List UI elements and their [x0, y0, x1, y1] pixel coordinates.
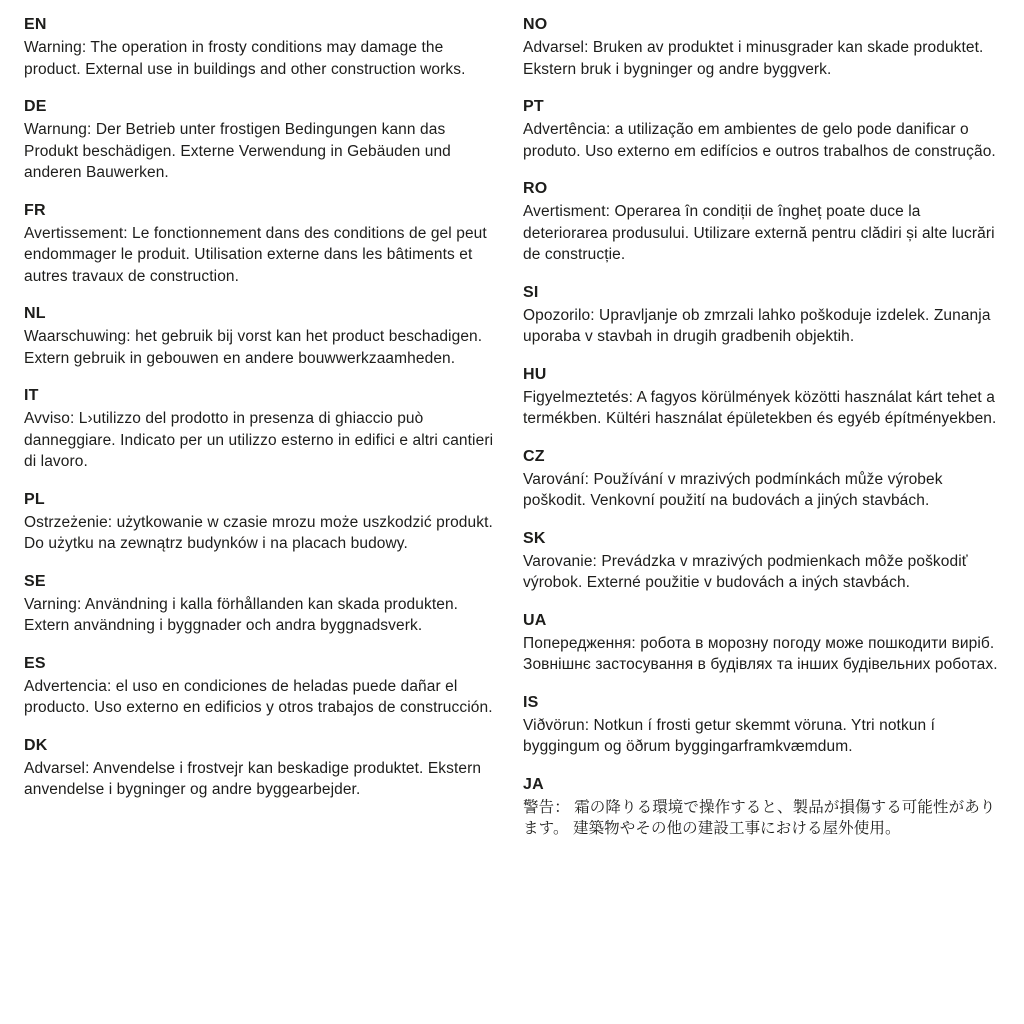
warning-text: Попередження: робота в морозну погоду може пошкодити виріб. Зовнішнє застосування в будівлях та інших будівельних роботах. [523, 634, 998, 673]
language-code: SK [523, 529, 546, 547]
warning-text: Advarsel: Anvendelse i frostvejr kan beskadige produktet. Ekstern anvendelse i bygninger og andre byggearbejder. [24, 759, 482, 798]
warning-entry-en [24, 14, 501, 80]
warning-text: 警告： 霜の降りる環境で操作すると、製品が損傷する可能性があります。 建築物やその他の建設工事における屋外使用。 [523, 798, 996, 837]
warning-entry-is [523, 692, 1000, 758]
warning-text: Warnung: Der Betrieb unter frostigen Bedingungen kann das Produkt beschädigen. Externe Verwendung in Gebäuden und anderen Bauwerken. [24, 121, 451, 181]
language-code: IS [523, 693, 539, 711]
warning-text: Varování: Používání v mrazivých podmínkách může výrobek poškodit. Venkovní použití na budovách a jiných stavbách. [523, 470, 943, 509]
warning-text: Avertissement: Le fonctionnement dans des conditions de gel peut endommager le produit. Utilisation externe dans les bâtiments et autres travaux de construction. [24, 224, 487, 285]
warning-text: Figyelmeztetés: A fagyos körülmények közötti használat kárt tehet a termékben. Kültéri használat épületekben és egyéb építményekben. [523, 388, 997, 427]
language-code: CZ [523, 447, 545, 465]
warning-text: Avviso: L›utilizzo del prodotto in presenza di ghiaccio può danneggiare. Indicato per un utilizzo esterno in edifici e altri cantieri di lavoro. [24, 410, 494, 470]
warning-text: Advarsel: Bruken av produktet i minusgrader kan skade produktet. Ekstern bruk i bygninger og andre byggverk. [523, 39, 984, 78]
warning-entry-si [523, 282, 1000, 348]
language-code: DE [24, 98, 47, 115]
language-code: SI [523, 283, 539, 301]
warning-entry-ua [523, 610, 1000, 676]
warning-entry-nl [24, 303, 501, 369]
warning-entry-ro [523, 178, 1000, 266]
warning-entry-ja [523, 774, 1000, 840]
warning-text: Varovanie: Prevádzka v mrazivých podmienkach môže poškodiť výrobok. Externé použitie v budovách a iných stavbách. [523, 552, 968, 591]
language-code: NO [523, 16, 548, 33]
language-code: EN [24, 16, 47, 33]
language-code: NL [24, 305, 46, 322]
warning-text: Varning: Användning i kalla förhållanden kan skada produkten. Extern användning i byggnader och andra byggnadsverk. [24, 595, 459, 634]
language-code: PL [24, 490, 45, 508]
warning-entry-se [24, 571, 501, 637]
warning-entry-it [24, 385, 501, 473]
warning-entry-cz [523, 446, 1000, 512]
warning-entry-es [24, 653, 501, 719]
warning-text: Ostrzeżenie: użytkowanie w czasie mrozu może uszkodzić produkt. Do użytku na zewnątrz budynków i na placach budowy. [24, 513, 493, 552]
warning-entry-de [24, 96, 501, 184]
warning-entry-no [523, 14, 1000, 80]
language-code: RO [523, 180, 548, 197]
warning-text: Waarschuwing: het gebruik bij vorst kan het product beschadigen. Extern gebruik in gebouwen en andere bouwwerkzaamheden. [24, 328, 483, 367]
warning-text: Advertência: a utilização em ambientes de gelo pode danificar o produto. Uso externo em edifícios e outros trabalhos de construção. [523, 121, 996, 160]
warning-entry-dk [24, 735, 501, 801]
right-column [523, 14, 1000, 1014]
warning-entry-sk [523, 528, 1000, 594]
warning-entry-pl [24, 489, 501, 555]
warning-text: Opozorilo: Upravljanje ob zmrzali lahko poškoduje izdelek. Zunanja uporaba v stavbah in drugih gradbenih objektih. [523, 306, 991, 345]
language-code: UA [523, 611, 547, 629]
language-code: ES [24, 654, 46, 672]
warning-entry-pt [523, 96, 1000, 162]
language-code: JA [523, 775, 544, 793]
language-code: DK [24, 736, 48, 754]
warning-entry-fr [24, 200, 501, 288]
left-column [24, 14, 501, 1014]
language-code: FR [24, 201, 46, 219]
warning-entry-hu [523, 364, 1000, 430]
warning-text: Advertencia: el uso en condiciones de heladas puede dañar el producto. Uso externo en edificios y otros trabajos de construcción. [24, 677, 493, 716]
warning-text: Warning: The operation in frosty conditions may damage the product. External use in buildings and other construction works. [24, 39, 466, 78]
language-code: HU [523, 365, 547, 383]
warning-text: Viðvörun: Notkun í frosti getur skemmt vöruna. Ytri notkun í byggingum og öðrum byggingarframkvæmdum. [523, 716, 936, 755]
language-code: SE [24, 572, 46, 590]
language-code: PT [523, 98, 544, 115]
language-code: IT [24, 387, 39, 404]
warning-text: Avertisment: Operarea în condiții de îngheț poate duce la deteriorarea produsului. Utilizare externă pentru clădiri și alte lucrări de construcție. [523, 203, 995, 263]
